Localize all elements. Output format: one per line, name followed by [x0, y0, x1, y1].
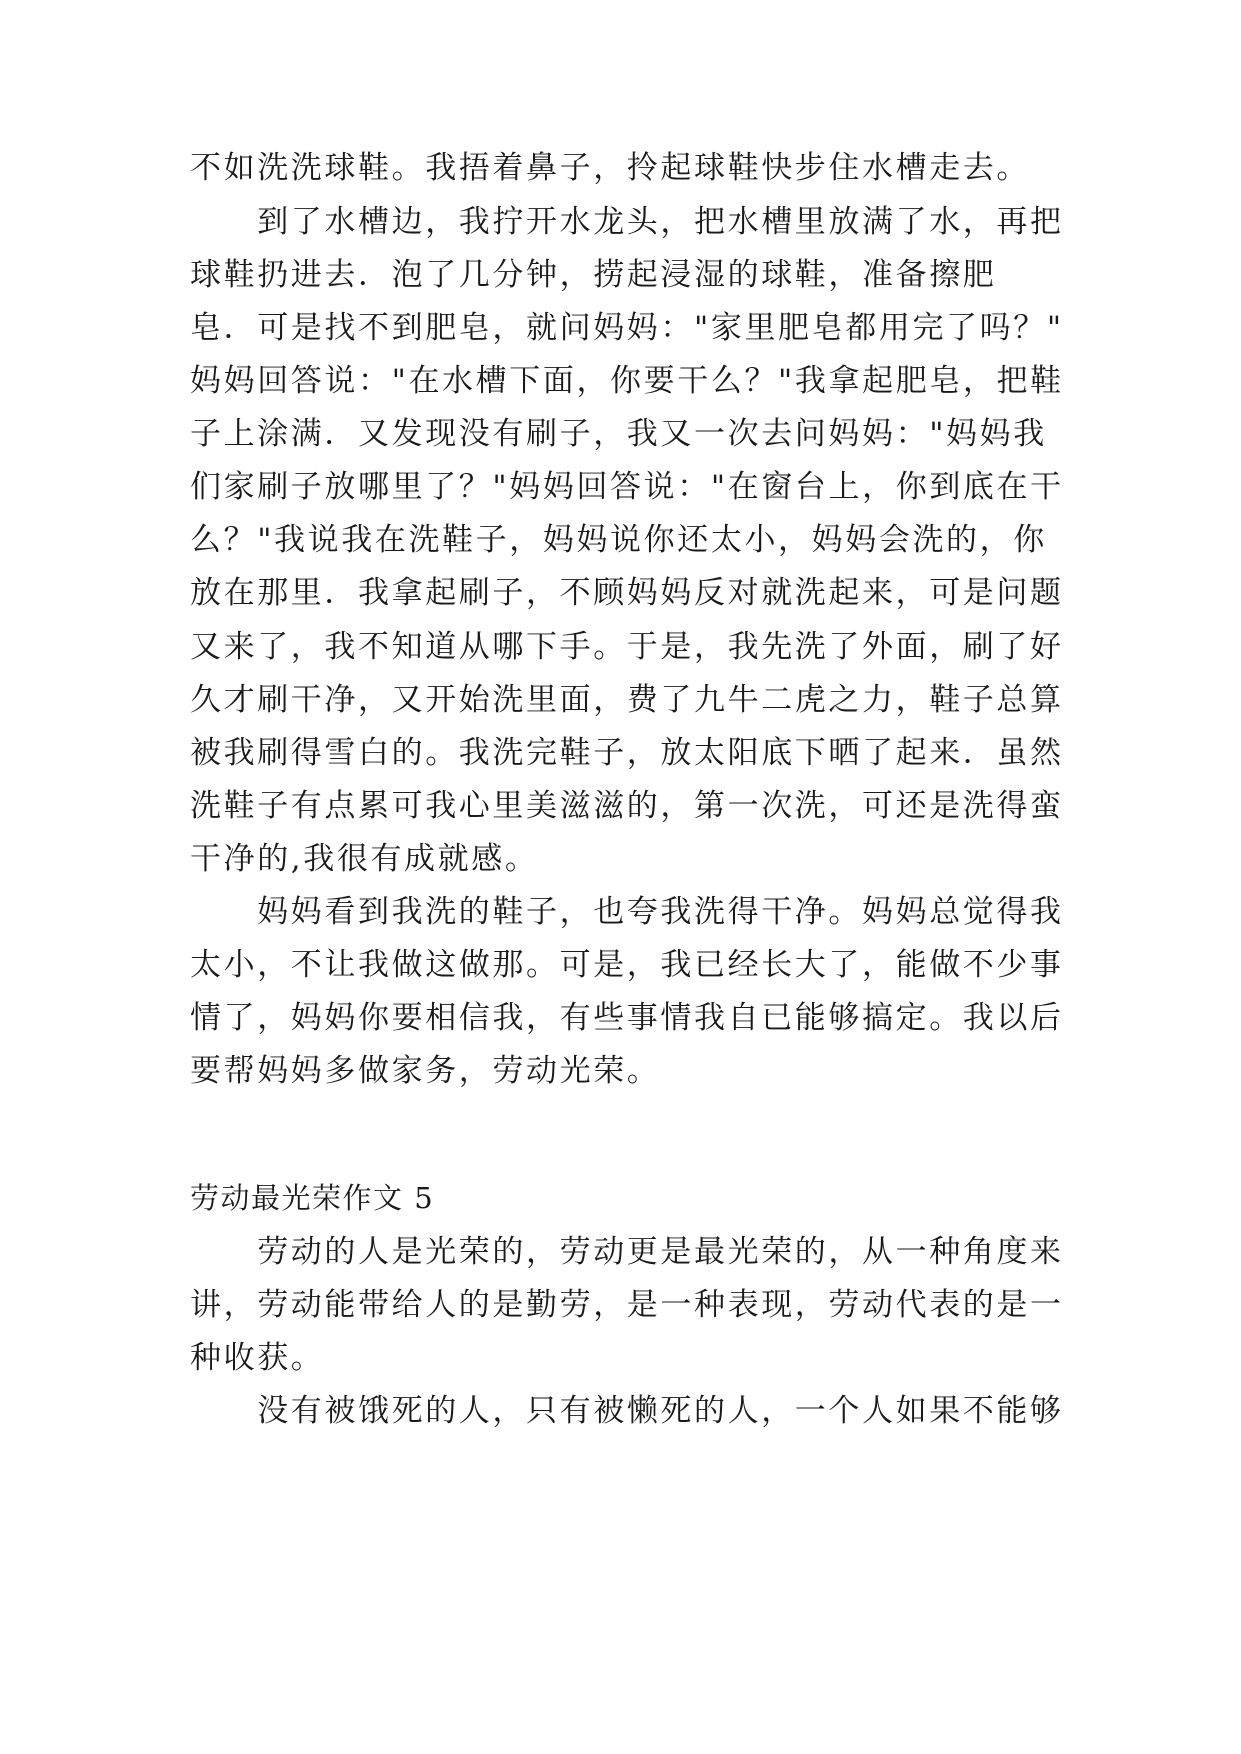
text-line: 又来了，我不知道从哪下手。于是，我先洗了外面，刷了好	[190, 629, 1064, 665]
paragraph-start-line: 没有被饿死的人，只有被懒死的人，一个人如果不能够	[190, 1393, 1064, 1429]
paragraph-start-line: 妈妈看到我洗的鞋子，也夸我洗得干净。妈妈总觉得我	[190, 894, 1064, 930]
section-heading: 劳动最光荣作文 5	[190, 1181, 435, 1215]
text-line: 久才刷干净，又开始洗里面，费了九牛二虎之力，鞋子总算	[190, 682, 1064, 718]
text-line: 情了，妈妈你要相信我，有些事情我自已能够搞定。我以后	[190, 1000, 1064, 1036]
text-line: 太小，不让我做这做那。可是，我已经长大了，能做不少事	[190, 947, 1064, 983]
text-line: 妈妈回答说："在水槽下面，你要干么？"我拿起肥皂，把鞋	[190, 363, 1064, 399]
paragraph-start-line: 劳动的人是光荣的，劳动更是最光荣的，从一种角度来	[190, 1234, 1064, 1270]
text-line: 洗鞋子有点累可我心里美滋滋的，第一次洗，可还是洗得蛮	[190, 788, 1064, 824]
text-line: 不如洗洗球鞋。我捂着鼻子，拎起球鞋快步住水槽走去。	[190, 150, 1030, 186]
text-line: 子上涂满．又发现没有刷子，我又一次去问妈妈："妈妈我	[190, 416, 1047, 452]
text-line: 皂．可是找不到肥皂，就问妈妈："家里肥皂都用完了吗？"	[190, 310, 1064, 346]
text-line: 们家刷子放哪里了？"妈妈回答说："在窗台上，你到底在干	[190, 469, 1064, 505]
text-line: 要帮妈妈多做家务，劳动光荣。	[190, 1053, 661, 1089]
text-line: 干净的,我很有成就感。	[190, 841, 539, 877]
paragraph-start-line: 到了水槽边，我拧开水龙头，把水槽里放满了水，再把	[190, 204, 1064, 240]
text-line: 放在那里．我拿起刷子，不顾妈妈反对就洗起来，可是问题	[190, 575, 1064, 611]
text-line: 球鞋扔进去．泡了几分钟，捞起浸湿的球鞋，准备擦肥	[190, 257, 997, 293]
text-line: 么？"我说我在洗鞋子，妈妈说你还太小，妈妈会洗的，你	[190, 522, 1047, 558]
text-line: 种收获。	[190, 1340, 325, 1376]
text-line: 被我刷得雪白的。我洗完鞋子，放太阳底下晒了起来．虽然	[190, 735, 1064, 771]
text-line: 讲，劳动能带给人的是勤劳，是一种表现，劳动代表的是一	[190, 1287, 1064, 1323]
